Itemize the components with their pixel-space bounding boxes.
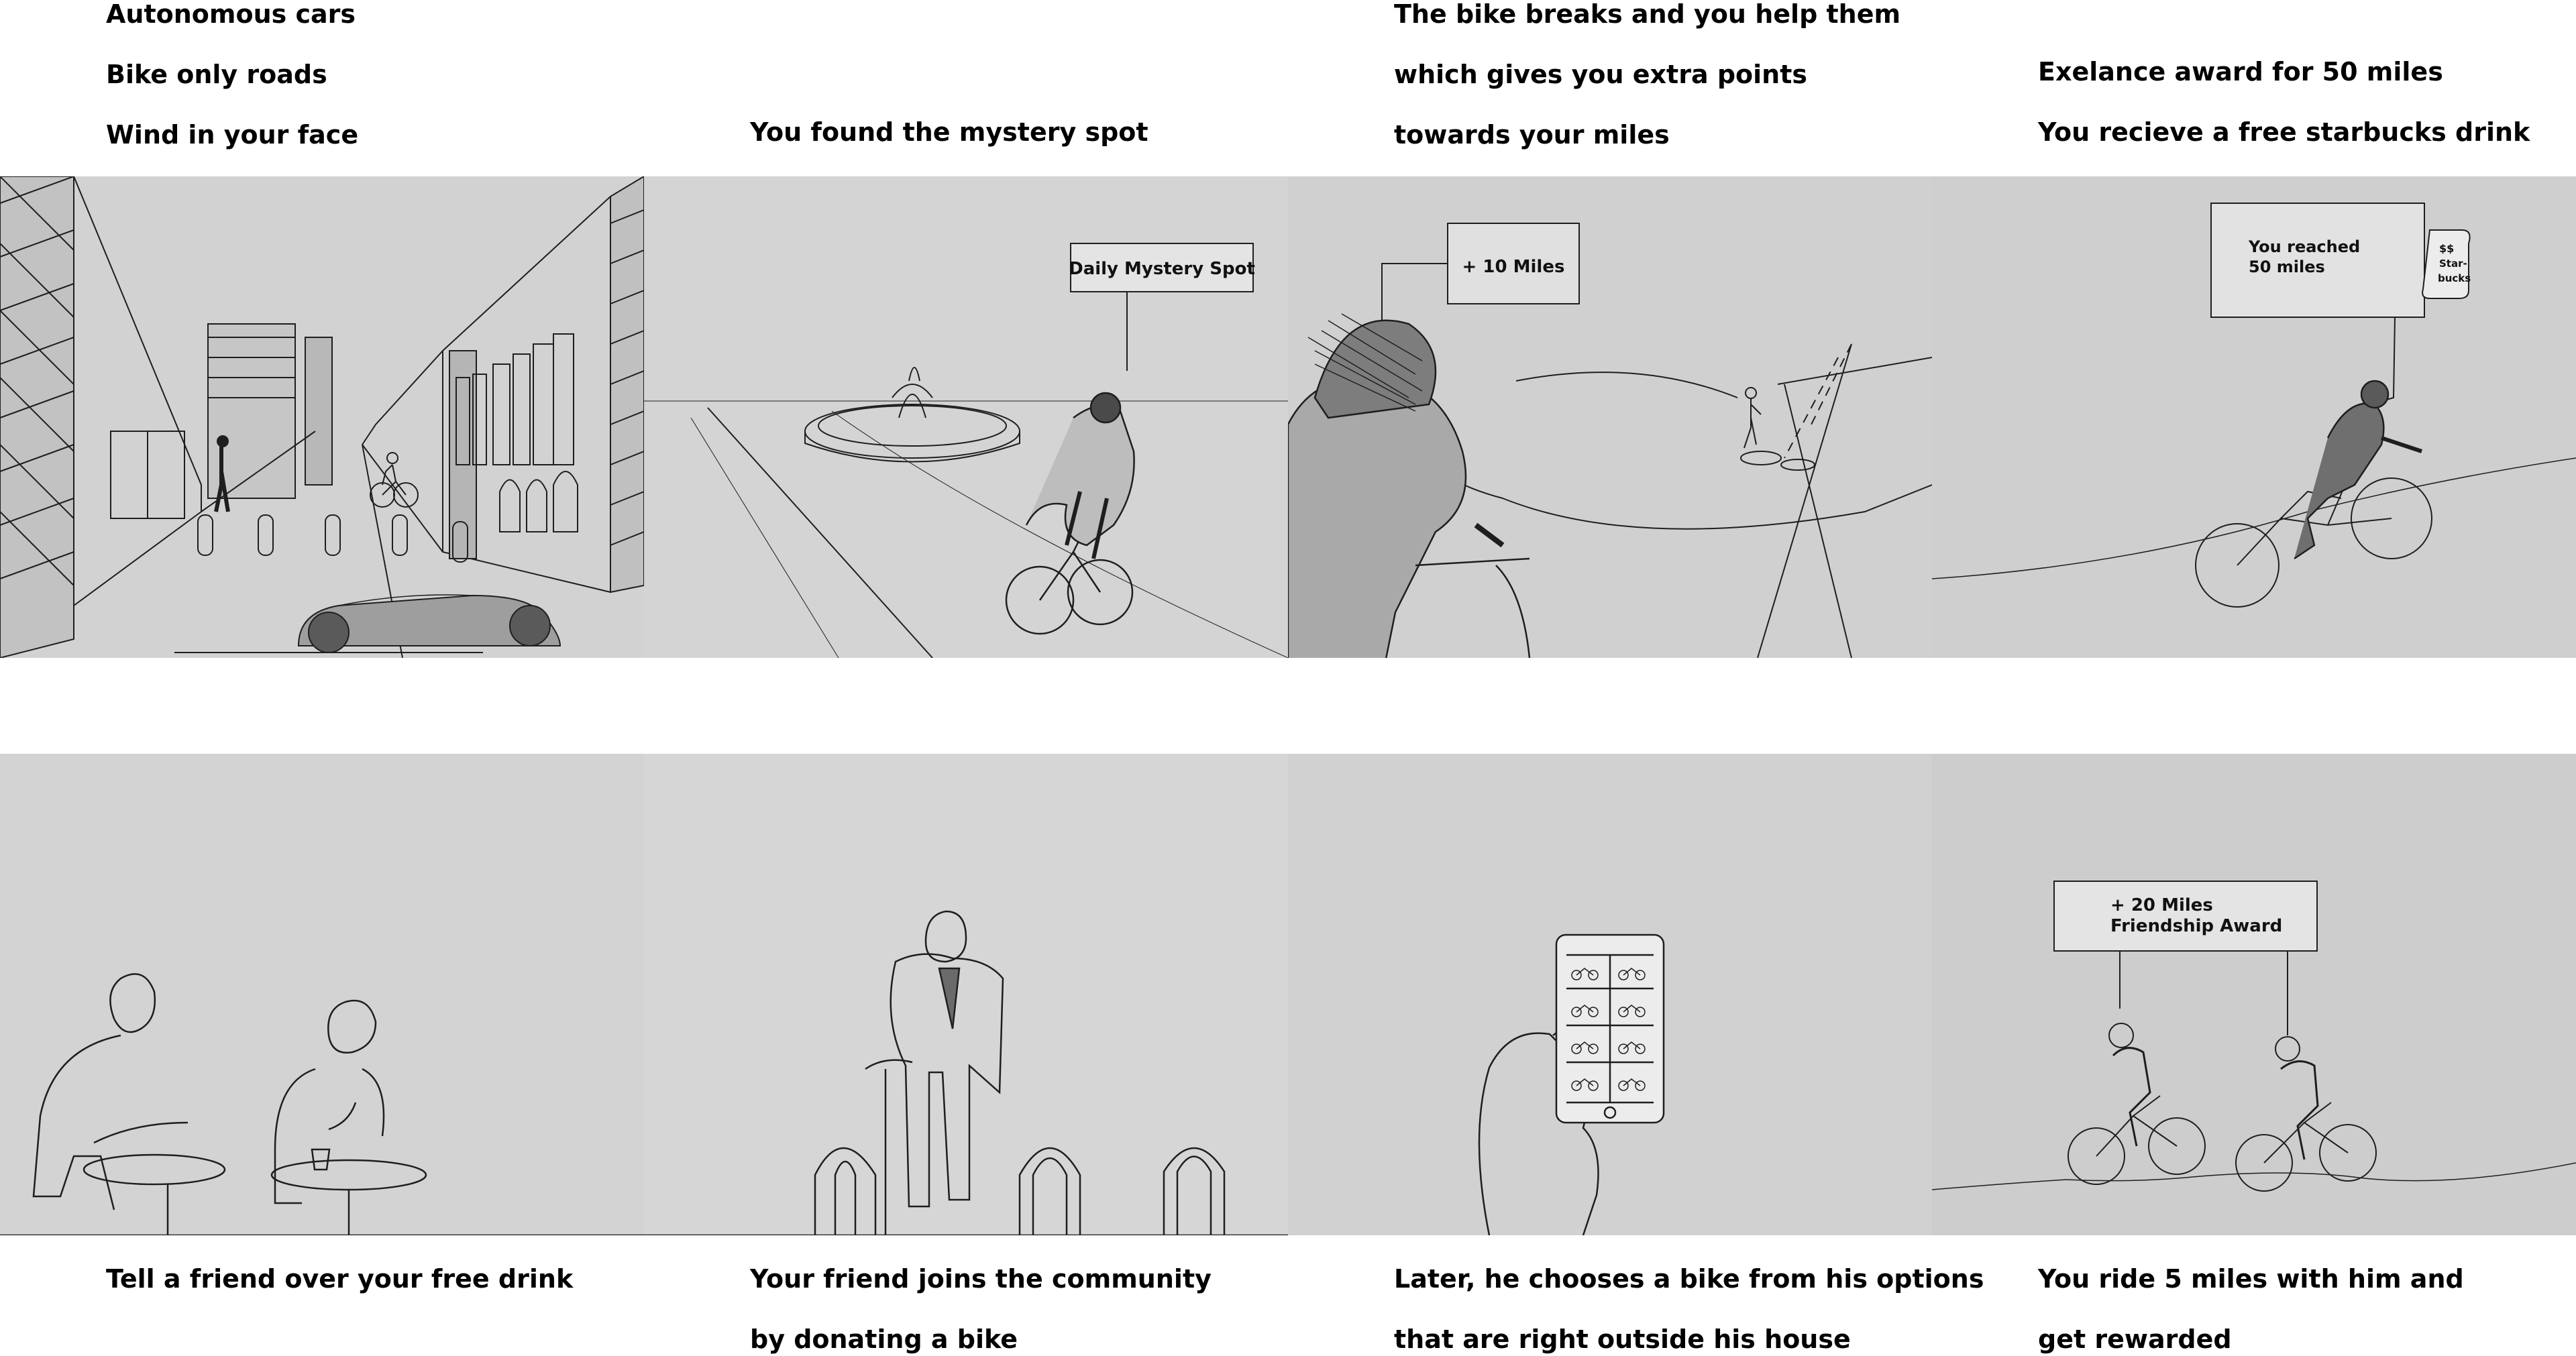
sign-mystery-spot: Daily Mystery Spot <box>1069 259 1255 279</box>
caption-line: which gives you extra points <box>1394 60 1807 89</box>
caption-line: Later, he chooses a bike from his options <box>1394 1264 1984 1294</box>
friendship-sketch <box>1932 754 2576 1235</box>
caption-line: towards your miles <box>1394 120 1670 150</box>
caption-line: Your friend joins the community <box>750 1264 1212 1294</box>
caption-line: Exelance award for 50 miles <box>2038 57 2443 87</box>
fountain-sketch <box>644 176 1288 658</box>
caption-line: You ride 5 miles with him and <box>2038 1264 2464 1294</box>
panel-friend-joins <box>644 754 1288 1235</box>
helping-sketch <box>1288 176 1932 658</box>
sign-friendship-line1: + 20 Miles <box>2110 895 2213 915</box>
phone-sketch <box>1288 754 1932 1235</box>
caption-line: get rewarded <box>2038 1324 2232 1354</box>
caption-line: Wind in your face <box>106 120 359 150</box>
panel-mystery-spot <box>644 176 1288 658</box>
panel-choose-bike <box>1288 754 1932 1235</box>
sign-ten-miles: + 10 Miles <box>1462 257 1565 277</box>
caption-line: You found the mystery spot <box>750 117 1148 147</box>
coupon-line2: Star- <box>2439 258 2467 270</box>
coupon-line1: $$ <box>2439 242 2455 255</box>
panel-autonomous-street <box>0 176 644 658</box>
panel-50-mile-award <box>1932 176 2576 658</box>
panel-bike-breaks <box>1288 176 1932 658</box>
caption-line: Bike only roads <box>106 60 327 89</box>
caption-line: Autonomous cars <box>106 0 356 29</box>
caption-line: by donating a bike <box>750 1324 1018 1354</box>
donation-sketch <box>644 754 1288 1235</box>
caption-line: that are right outside his house <box>1394 1324 1851 1354</box>
caption-line: The bike breaks and you help them <box>1394 0 1901 29</box>
caption-line: You recieve a free starbucks drink <box>2038 117 2530 147</box>
caption-line: Tell a friend over your free drink <box>106 1264 574 1294</box>
table-sketch <box>0 754 644 1235</box>
street-sketch <box>0 176 644 658</box>
award-rider-sketch <box>1932 176 2576 658</box>
coupon-line3: bucks <box>2438 272 2471 284</box>
sign-friendship-line2: Friendship Award <box>2110 916 2283 936</box>
panel-ride-together <box>1932 754 2576 1235</box>
sign-reached-line2: 50 miles <box>2249 258 2325 276</box>
sign-reached-line1: You reached <box>2249 237 2361 256</box>
panel-tell-a-friend <box>0 754 644 1235</box>
